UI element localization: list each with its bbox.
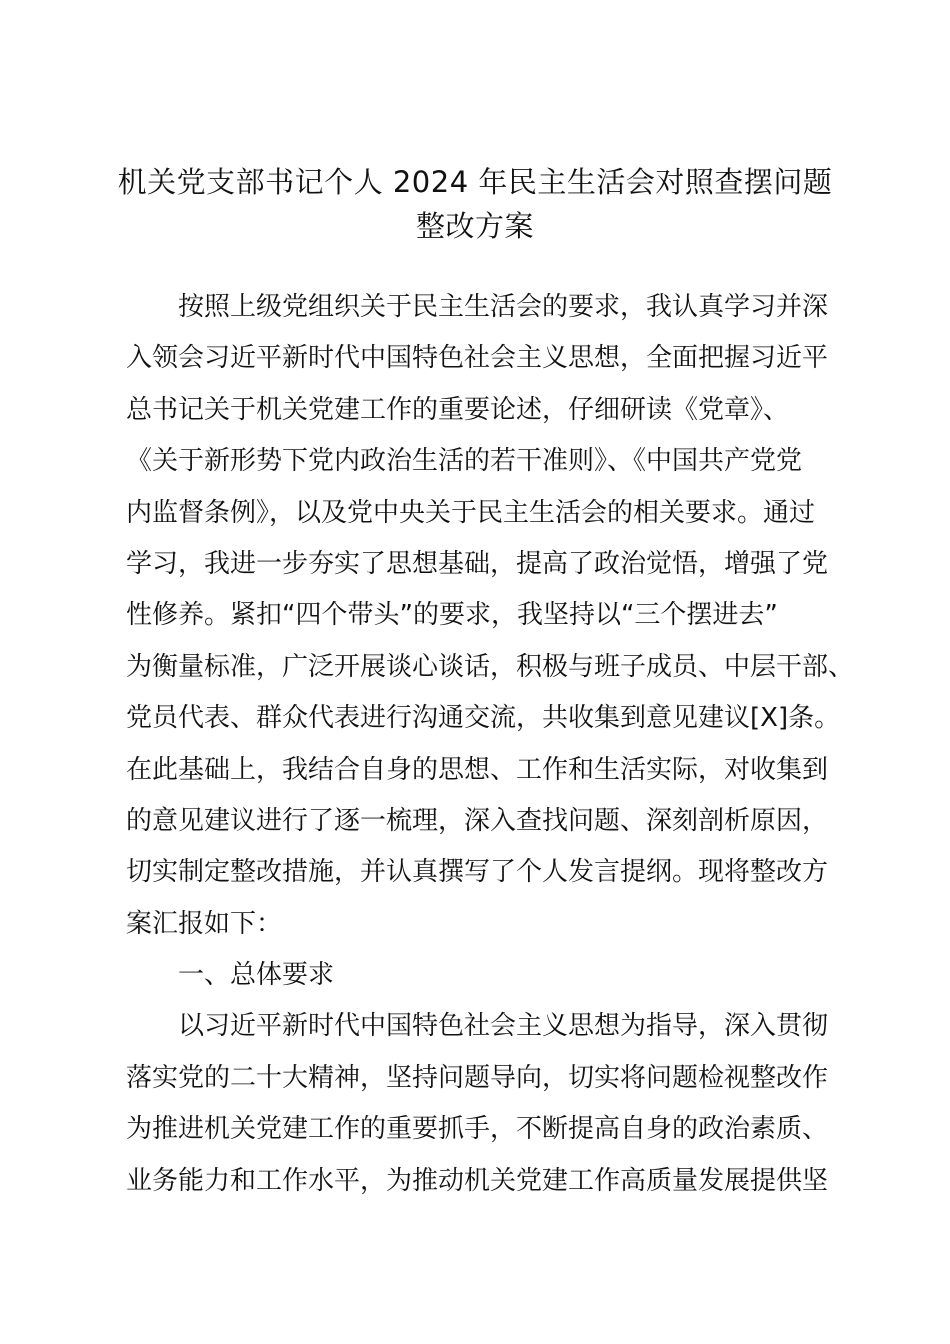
document-title	[60, 160, 890, 248]
paragraph-line: 性修养。紧扣“四个带头”的要求，我坚持以“三个摆进去”	[126, 600, 778, 631]
paragraph-line: 学习，我进一步夯实了思想基础，提高了政治觉悟，增强了党	[126, 548, 829, 579]
title-line: 机关党支部书记个人 2024 年民主生活会对照查摆问题	[117, 165, 833, 199]
paragraph-line: 在此基础上，我结合自身的思想、工作和生活实际，对收集到	[126, 754, 829, 785]
title-line: 整改方案	[415, 209, 534, 243]
paragraph-line: 的意见建议进行了逐一梳理，深入查找问题、深刻剖析原因，	[126, 805, 829, 836]
paragraph-line: 总书记关于机关党建工作的重要论述，仔细研读《党章》、	[126, 394, 790, 425]
paragraph-line: 为推进机关党建工作的重要抓手，不断提高自身的政治素质、	[126, 1114, 829, 1145]
paragraph-line: 案汇报如下：	[126, 908, 283, 939]
paragraph-line: 《关于新形势下党内政治生活的若干准则》、《中国共产党党	[126, 446, 803, 477]
paragraph-line: 落实党的二十大精神，坚持问题导向，切实将问题检视整改作	[126, 1062, 829, 1093]
intro-paragraph	[126, 282, 855, 950]
section-heading: 一、总体要求	[178, 960, 335, 991]
paragraph-line: 以习近平新时代中国特色社会主义思想为指导，深入贯彻	[178, 1011, 829, 1042]
section-paragraph	[126, 1001, 829, 1207]
paragraph-line: 按照上级党组织关于民主生活会的要求，我认真学习并深	[178, 292, 829, 322]
paragraph-line: 党员代表、群众代表进行沟通交流，共收集到意见建议[X]条。	[126, 703, 841, 734]
paragraph-line: 入领会习近平新时代中国特色社会主义思想，全面把握习近平	[126, 343, 829, 374]
paragraph-line: 内监督条例》，以及党中央关于民主生活会的相关要求。通过	[126, 497, 816, 528]
paragraph-line: 业务能力和工作水平，为推动机关党建工作高质量发展提供坚	[126, 1165, 829, 1196]
paragraph-line: 切实制定整改措施，并认真撰写了个人发言提纲。现将整改方	[126, 857, 829, 888]
paragraph-line: 为衡量标准，广泛开展谈心谈话，积极与班子成员、中层干部、	[126, 651, 855, 682]
document-body	[126, 282, 855, 1207]
